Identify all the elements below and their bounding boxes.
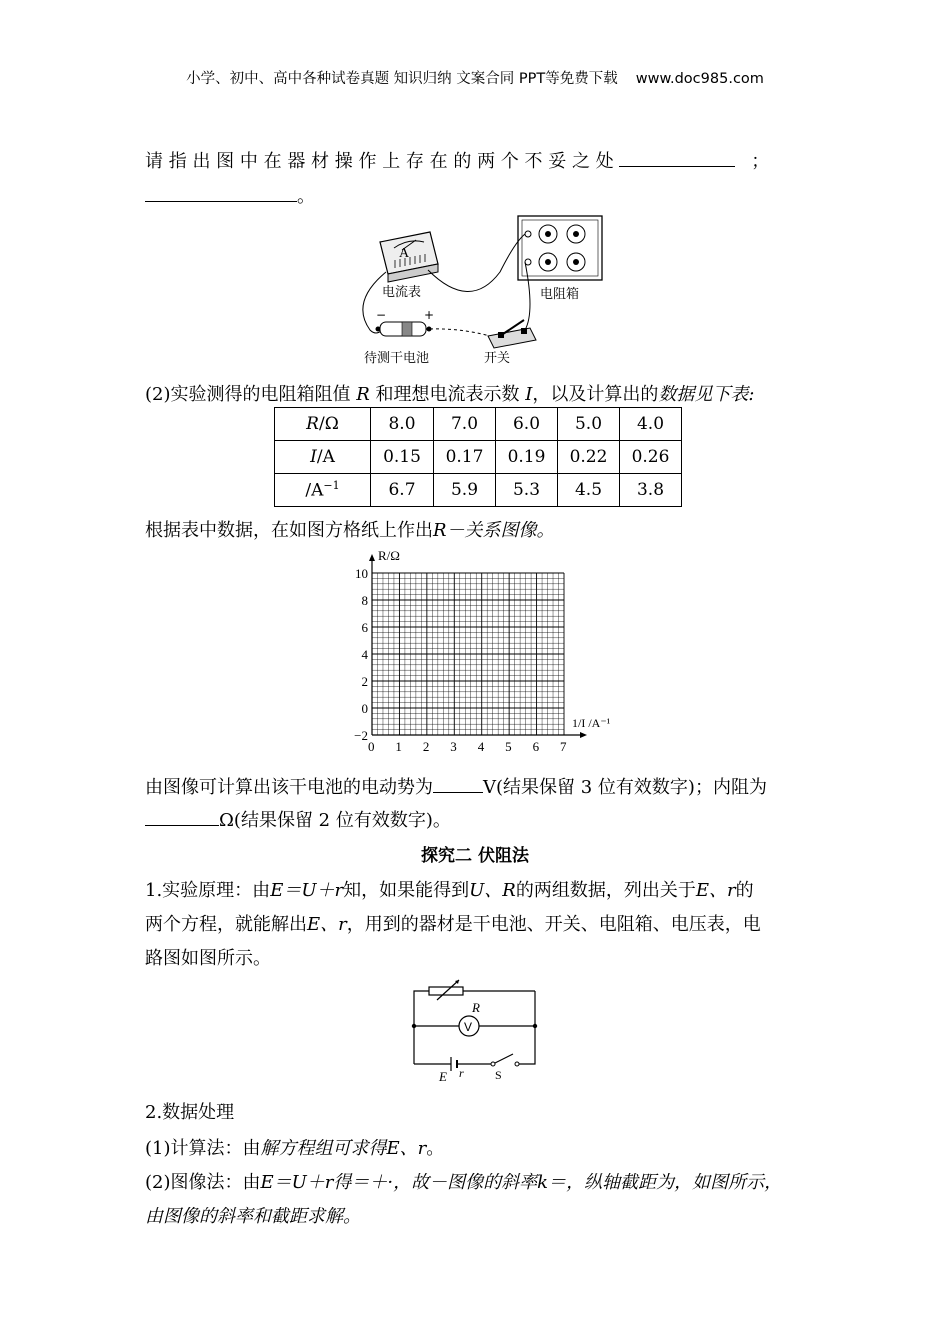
y-tick-label: 6 [361, 620, 368, 635]
circuit-S-label: S [495, 1068, 502, 1082]
principle-d: 的两组数据，列出关于 [515, 880, 696, 901]
part2-text-c: ，以及计算出的 [532, 384, 659, 405]
page-header [0, 67, 950, 88]
part2-text-b: 和理想电流表示数 [375, 384, 520, 405]
principle-line-2 [145, 910, 761, 936]
proc-h: k [537, 1172, 549, 1193]
table-cell: 5.3 [496, 474, 558, 507]
table-row [275, 441, 682, 474]
plot-instr-R: R [433, 520, 447, 541]
section-title: 探究二 伏阻法 [421, 846, 529, 866]
table-cell: 0.19 [496, 441, 558, 474]
header-text: 小学、初中、高中各种试卷真题 知识归纳 文案合同 PPT等免费下载 [186, 71, 618, 87]
apparatus-figure [340, 212, 620, 370]
switch-label: 开关 [484, 351, 511, 366]
x-tick-label: 3 [450, 739, 457, 754]
principle-e: E、r [695, 880, 736, 901]
answer-blank-2[interactable] [145, 183, 297, 202]
proc-b: 解方程组可求得 [260, 1138, 387, 1159]
x-tick-label: 2 [422, 739, 430, 754]
y-tick-label: 2 [361, 674, 368, 689]
principle-h: E、r [307, 914, 347, 935]
separator: ； [751, 151, 770, 172]
table-row-header [275, 441, 371, 474]
table-row [275, 474, 682, 507]
table-row-header [275, 474, 371, 507]
processing-line-1 [145, 1134, 444, 1160]
emf-blank[interactable] [433, 774, 483, 793]
question-prompt-line [145, 147, 769, 173]
principle-a: 1.实验原理：由 [145, 880, 271, 901]
table-cell: 3.8 [620, 474, 682, 507]
plot-instr-a: 根据表中数据，在如图方格纸上作出 [145, 520, 433, 541]
circuit-E-label: E [439, 1069, 447, 1084]
circuit-R-label: R [472, 1000, 480, 1015]
voltmeter-label: V [464, 1020, 473, 1034]
row-header-var: R [306, 414, 319, 434]
table-cell: 5.0 [558, 408, 620, 441]
results-text-b: V(结果保留 3 位有效数字)；内阻为 [483, 777, 767, 798]
x-tick-label: 5 [505, 739, 512, 754]
proc-d: 。 [426, 1138, 445, 1159]
processing-title: 2.数据处理 [145, 1102, 235, 1123]
battery-plus: + [424, 308, 435, 322]
x-axis-arrow [580, 732, 587, 738]
results-text-c: Ω(结果保留 2 位有效数字)。 [219, 810, 451, 831]
period: 。 [297, 186, 315, 207]
y-axis-label: R/Ω [378, 548, 400, 563]
principle-line-3: 路图如图所示。 [145, 948, 271, 969]
battery-minus: − [376, 308, 387, 322]
results-text-a: 由图像可计算出该干电池的电动势为 [145, 777, 433, 798]
principle-g: 两个方程，就能解出 [145, 914, 307, 935]
part2-text-d: 数据见下表: [658, 384, 755, 405]
table-cell: 0.26 [620, 441, 682, 474]
circuit-diagram [405, 978, 545, 1084]
part2-text-a: (2)实验测得的电阻箱阻值 [145, 384, 351, 405]
processing-line-3 [145, 1202, 361, 1228]
x-tick-label: 6 [532, 739, 540, 754]
box-label: 电阻箱 [540, 287, 580, 302]
header-url[interactable]: www.doc985.com [635, 71, 764, 87]
x-tick-label: 0 [368, 739, 375, 754]
results-line-1 [145, 773, 767, 799]
resistance-box [518, 216, 602, 280]
row-header-unit: /A [316, 447, 335, 467]
table-cell: 8.0 [371, 408, 434, 441]
proc-c: E、r [386, 1138, 427, 1159]
battery [376, 322, 432, 336]
question-prompt: 请 指 出 图 中 在 器 材 操 作 上 存 在 的 两 个 不 妥 之 处 [145, 151, 614, 172]
table-row-header [275, 408, 371, 441]
table-cell: 5.9 [434, 474, 496, 507]
resistance-blank[interactable] [145, 807, 219, 826]
plot-instruction [145, 516, 555, 542]
table-cell: 4.0 [620, 408, 682, 441]
processing-line-2 [145, 1168, 782, 1194]
proc-i: ＝，纵轴截距为，如图所示， [548, 1172, 783, 1193]
x-tick-label: 1 [395, 739, 402, 754]
switch [488, 320, 536, 348]
principle-i: ，用到的器材是干电池、开关、电阻箱、电压表，电 [346, 914, 761, 935]
ammeter-symbol: A [399, 246, 410, 261]
y-tick-label: −2 [354, 728, 368, 743]
y-tick-label: 4 [361, 647, 368, 662]
proc-j: 由图像的斜率和截距求解。 [145, 1206, 361, 1227]
table-cell: 0.17 [434, 441, 496, 474]
proc-f: E＝U＋r [260, 1172, 334, 1193]
battery-label: 待测干电池 [364, 351, 430, 366]
var-R: R [356, 384, 370, 405]
y-tick-label: 8 [361, 593, 368, 608]
ammeter-label: 电流表 [382, 285, 422, 300]
table-row [275, 408, 682, 441]
x-tick-label: 7 [560, 739, 567, 754]
y-axis-arrow [369, 554, 375, 561]
circuit-r-label: r [459, 1066, 464, 1080]
graph-paper-chart[interactable] [340, 546, 620, 760]
plot-instr-c: －关系图像。 [446, 520, 555, 541]
results-line-2 [145, 806, 451, 832]
row-header-unit: /Ω [318, 414, 339, 434]
principle-b: 知，如果能得到 [343, 880, 470, 901]
proc-g: 得＝＋·，故－图像的斜率 [333, 1172, 538, 1193]
part2-intro [145, 380, 754, 406]
y-tick-label: 0 [361, 701, 368, 716]
principle-line-1 [145, 876, 754, 902]
answer-blank-1[interactable] [619, 148, 735, 167]
x-axis-label: 1/I /A⁻¹ [572, 716, 611, 730]
row-header-unit: /A [305, 480, 324, 501]
table-cell: 0.15 [371, 441, 434, 474]
proc-a: (1)计算法：由 [145, 1138, 261, 1159]
principle-eq: E＝U＋r [270, 880, 344, 901]
row-header-sup: −1 [323, 479, 340, 493]
principle-f: 的 [735, 880, 754, 901]
table-cell: 6.0 [496, 408, 558, 441]
question-prompt-line-2 [145, 182, 315, 208]
var-I: I [525, 384, 533, 405]
table-cell: 6.7 [371, 474, 434, 507]
table-cell: 7.0 [434, 408, 496, 441]
row-header-var: I [310, 447, 317, 467]
y-tick-label: 10 [355, 566, 368, 581]
table-cell: 4.5 [558, 474, 620, 507]
x-tick-label: 4 [477, 739, 485, 754]
proc-e: (2)图像法：由 [145, 1172, 261, 1193]
data-table [274, 407, 682, 507]
principle-c: U、R [469, 880, 516, 901]
table-cell: 0.22 [558, 441, 620, 474]
